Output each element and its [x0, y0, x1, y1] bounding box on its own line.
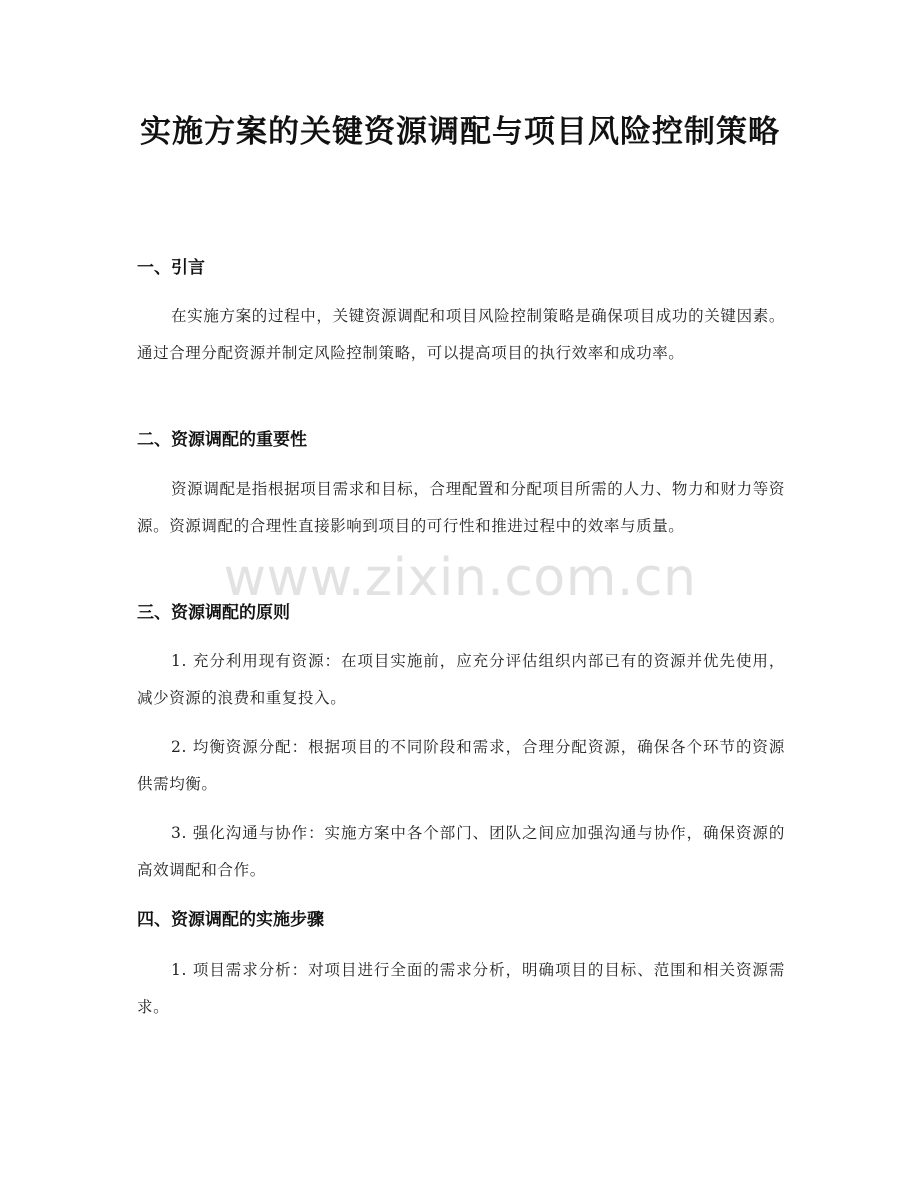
section-paragraph: 资源调配是指根据项目需求和目标，合理配置和分配项目所需的人力、物力和财力等资源。资源调配的合理性直接影响到项目的可行性和推进过程中的效率与质量。	[137, 480, 785, 535]
section-heading-principles: 三、资源调配的原则	[137, 603, 290, 623]
section-heading-implementation-steps: 四、资源调配的实施步骤	[137, 910, 324, 930]
section-heading-importance: 二、资源调配的重要性	[137, 430, 307, 450]
list-item: 1. 充分利用现有资源：在项目实施前，应充分评估组织内部已有的资源并优先使用，减少资源的浪费和重复投入。	[137, 652, 785, 707]
list-item: 3. 强化沟通与协作：实施方案中各个部门、团队之间应加强沟通与协作，确保资源的高效调配和合作。	[137, 824, 785, 879]
section-paragraph: 在实施方案的过程中，关键资源调配和项目风险控制策略是确保项目成功的关键因素。通过合理分配资源并制定风险控制策略，可以提高项目的执行效率和成功率。	[137, 307, 785, 362]
section-heading-introduction: 一、引言	[137, 258, 205, 278]
watermark: www.zixin.com.cn	[223, 548, 697, 608]
list-item: 1. 项目需求分析：对项目进行全面的需求分析，明确项目的目标、范围和相关资源需求。	[137, 961, 785, 1016]
list-item: 2. 均衡资源分配：根据项目的不同阶段和需求，合理分配资源，确保各个环节的资源供需均衡。	[137, 738, 785, 793]
document-title: 实施方案的关键资源调配与项目风险控制策略	[140, 114, 780, 150]
